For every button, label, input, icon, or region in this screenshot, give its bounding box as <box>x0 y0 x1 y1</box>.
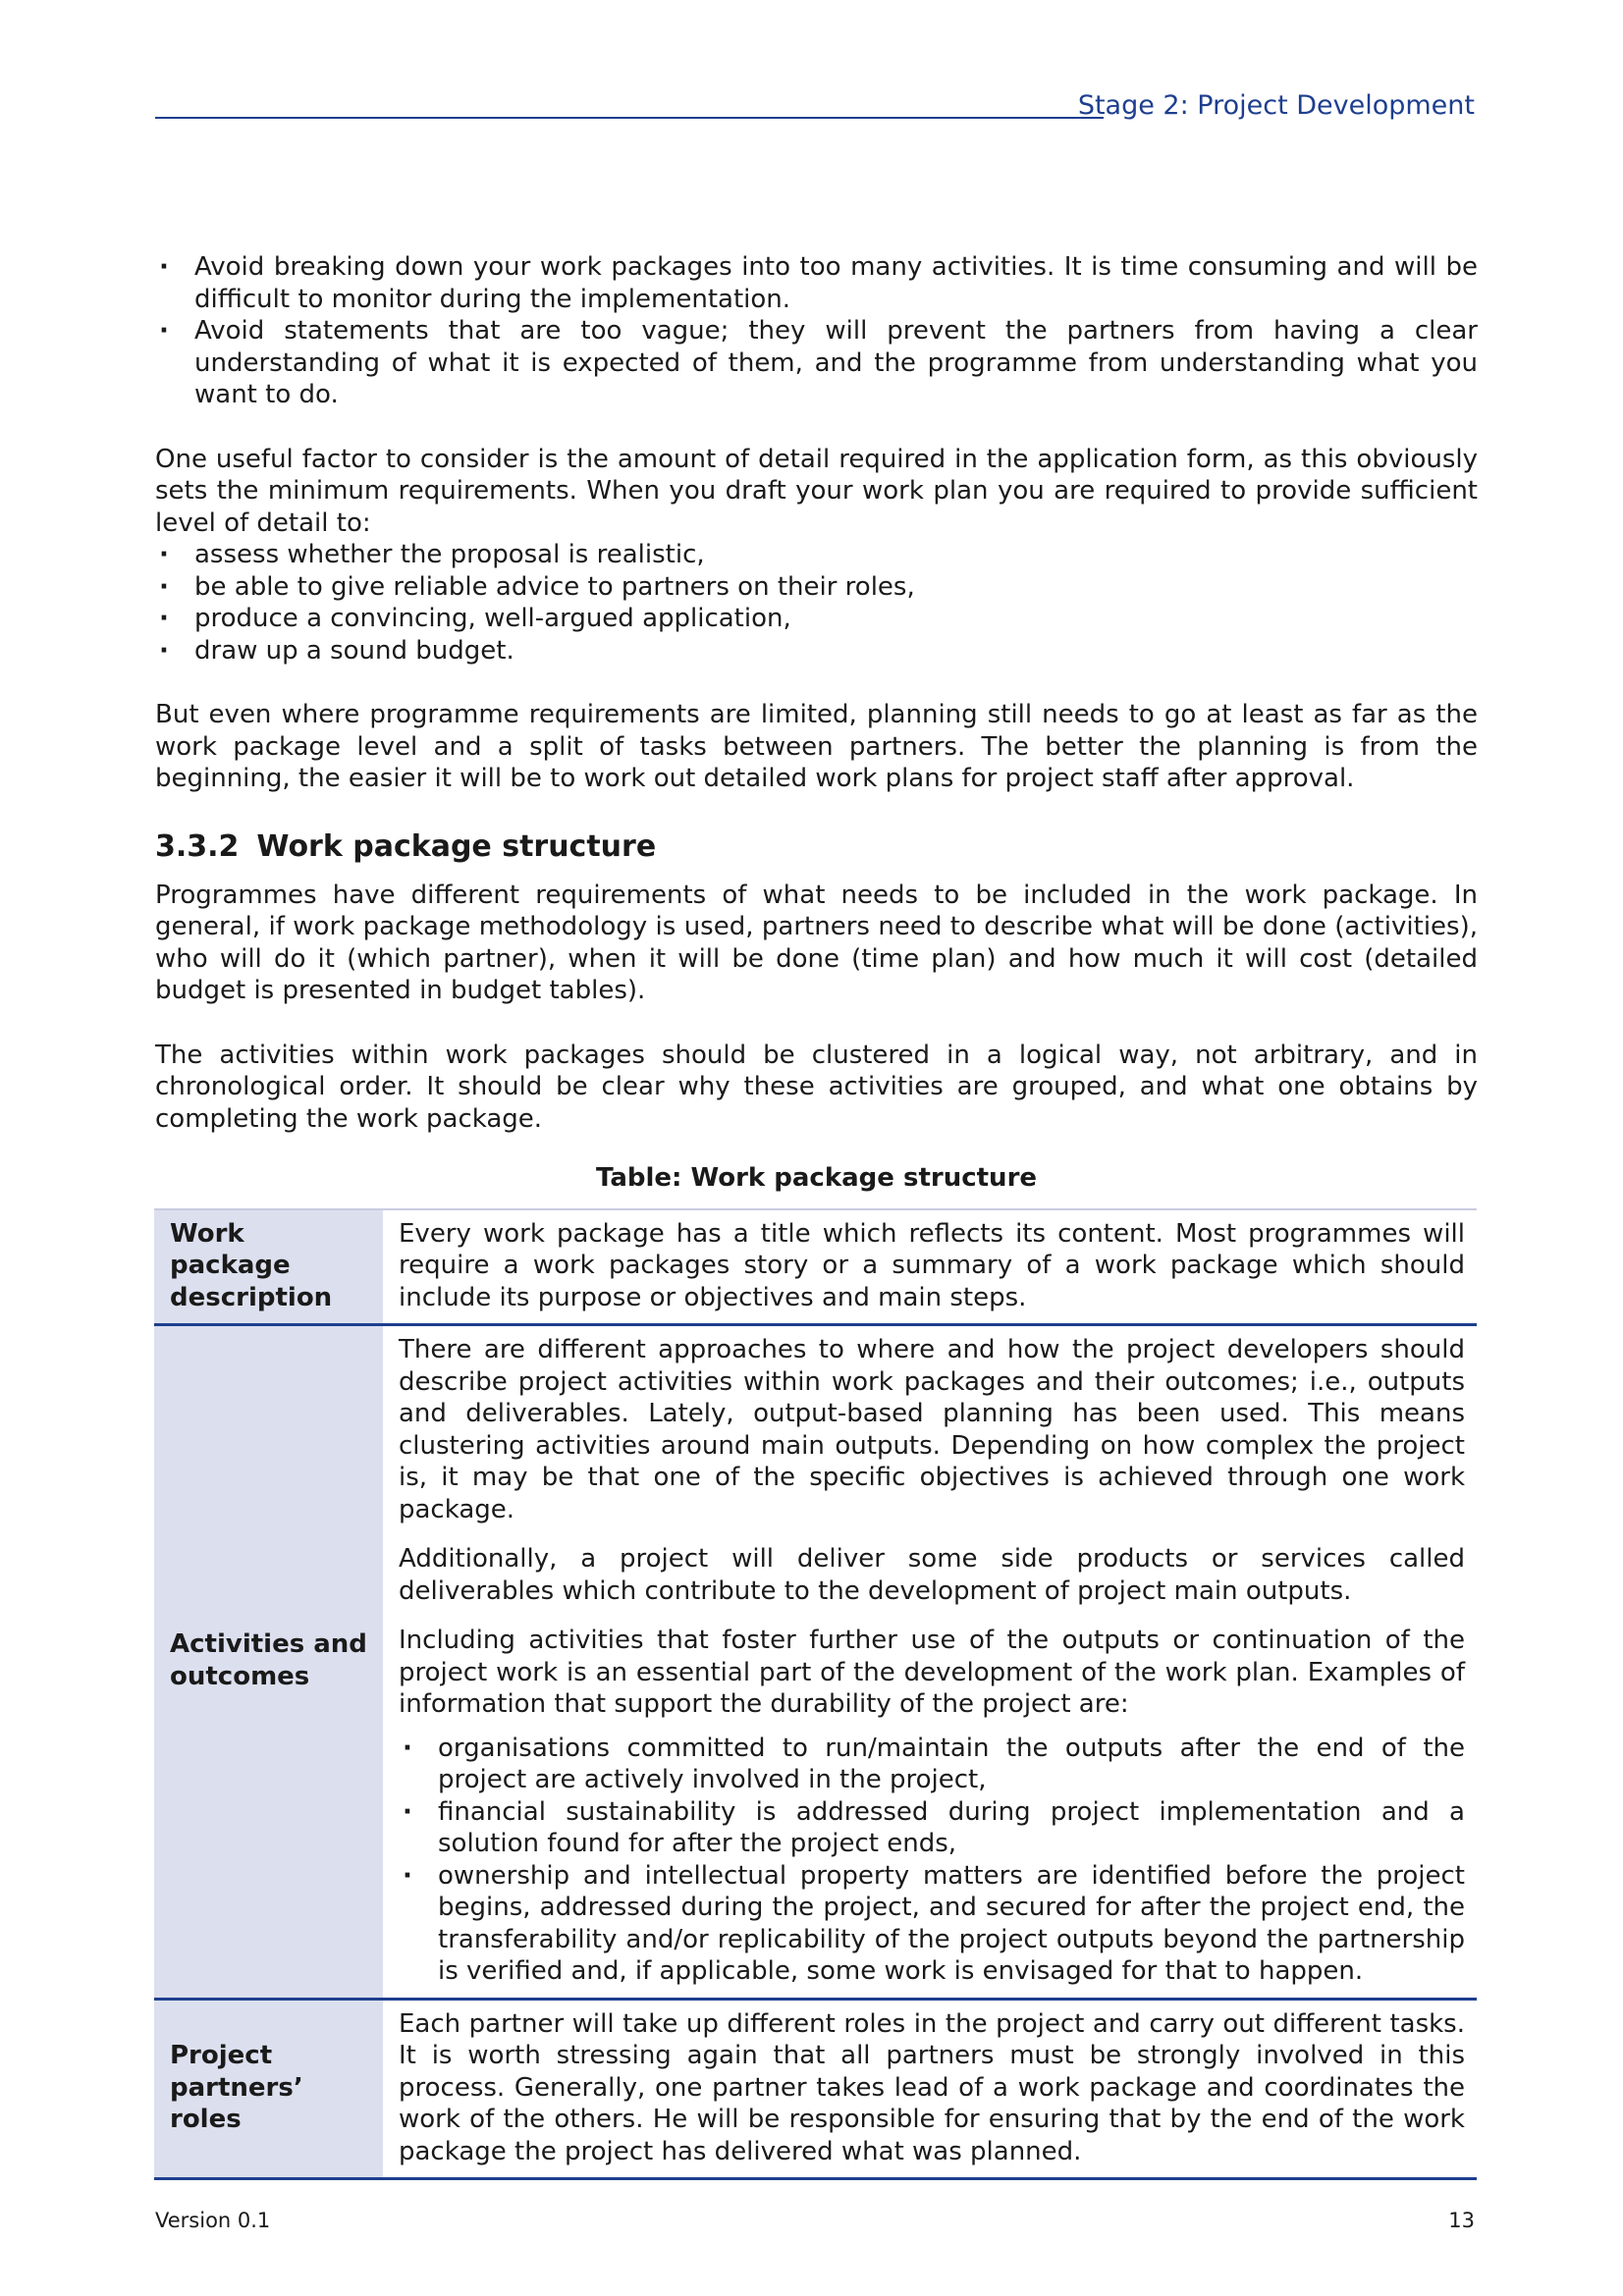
list-item: · financial sustainability is addressed during project implementation and a solution found for after the project ends, <box>399 1796 1465 1860</box>
cell-bullet-list <box>399 1733 1465 1988</box>
list-item: · produce a convincing, well-argued application, <box>155 603 1478 635</box>
footer-page-number: 13 <box>1448 2209 1475 2232</box>
row-label: Project partners’ roles <box>154 1999 383 2179</box>
paragraph: One useful factor to consider is the amount of detail required in the application form, as this obviously sets the minimum requirements. When you draft your work plan you are required to provide sufficient level of detail to: <box>155 444 1478 538</box>
table-row <box>154 1325 1477 2000</box>
list-item: · assess whether the proposal is realistic, <box>155 539 1478 571</box>
list-item: · ownership and intellectual property matters are identified before the project begins, addressed during the project, and secured for after the project end, the transferability and/or replicability of the project outputs beyond the partnership is verified and, if applicable, some work is envisaged for that to happen. <box>399 1860 1465 1988</box>
list-item: · organisations committed to run/maintain the outputs after the end of the project are actively involved in the project, <box>399 1733 1465 1796</box>
section-number: 3.3.2 <box>155 828 240 864</box>
intro-bullet-list <box>155 251 1478 411</box>
header-rule <box>155 117 1104 119</box>
row-content <box>383 1325 1477 2000</box>
header-title: Stage 2: Project Development <box>1077 90 1475 121</box>
paragraph: But even where programme requirements are limited, planning still needs to go at least as far as the work package level and a split of tasks between partners. The better the planning is from the beginning, the easier it will be to work out detailed work plans for project staff after approval. <box>155 700 1478 793</box>
main-content <box>155 251 1478 2180</box>
cell-paragraph: Additionally, a project will deliver some side products or services called deliverables which contribute to the development of project main outputs. <box>399 1544 1465 1606</box>
cell-paragraph: Every work package has a title which reflects its content. Most programmes will require a work packages story or a summary of a work package which should include its purpose or objectives and main steps. <box>399 1218 1465 1312</box>
list-item: · Avoid breaking down your work packages into too many activities. It is time consuming and will be difficult to monitor during the implementation. <box>155 251 1478 315</box>
detail-bullet-list <box>155 539 1478 667</box>
cell-paragraph: There are different approaches to where and how the project developers should describe project activities within work packages and their outcomes; i.e., outputs and deliverables. Lately, output-based planning has been used. This means clustering activities around main outputs. Depending on how complex the project is, it may be that one of the specific objectives is achieved through one work package. <box>399 1335 1465 1524</box>
row-label: Activities and outcomes <box>154 1325 383 2000</box>
paragraph: The activities within work packages should be clustered in a logical way, not arbitrary, and in chronological order. It should be clear why these activities are grouped, and what one obtains by completing the work package. <box>155 1040 1478 1134</box>
paragraph: Programmes have different requirements of what needs to be included in the work package. In general, if work package methodology is used, partners need to describe what will be done (activities), who will do it (which partner), when it will be done (time plan) and how much it will cost (detailed budget is presented in budget tables). <box>155 880 1478 1005</box>
list-item: · draw up a sound budget. <box>155 635 1478 667</box>
footer-version: Version 0.1 <box>155 2209 271 2232</box>
table-row <box>154 1209 1477 1325</box>
table-caption-text: : Work package structure <box>672 1163 1038 1193</box>
table-row <box>154 1999 1477 2179</box>
cell-paragraph: Including activities that foster further use of the outputs or continuation of the project work is an essential part of the development of the work plan. Examples of information that support the durability of the project are: <box>399 1626 1465 1719</box>
row-content <box>383 1209 1477 1325</box>
list-item: · be able to give reliable advice to partners on their roles, <box>155 571 1478 604</box>
row-label: Work package description <box>154 1209 383 1325</box>
row-content <box>383 1999 1477 2179</box>
section-heading <box>155 828 1478 866</box>
table-caption <box>155 1162 1478 1195</box>
work-package-table <box>154 1208 1477 2181</box>
list-item: · Avoid statements that are too vague; they will prevent the partners from having a clear understanding of what it is expected of them, and the programme from understanding what you want to do. <box>155 315 1478 411</box>
table-caption-prefix: Table <box>595 1163 673 1193</box>
cell-paragraph: Each partner will take up different roles in the project and carry out different tasks. It is worth stressing again that all partners must be strongly involved in this process. Generally, one partner takes lead of a work package and coordinates the work of the others. He will be responsible for ensuring that by the end of the work package the project has delivered what was planned. <box>399 2008 1465 2166</box>
section-title: Work package structure <box>256 828 657 864</box>
